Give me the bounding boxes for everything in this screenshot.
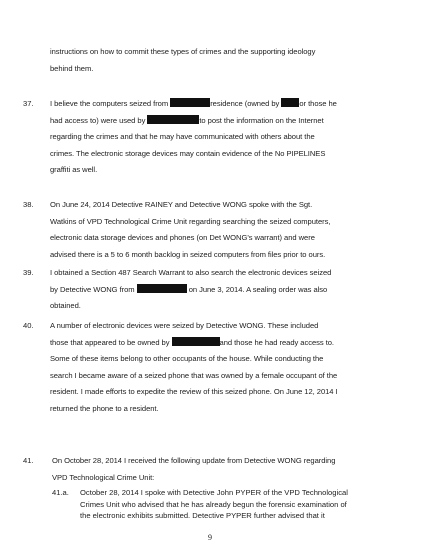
text-segment: to post the information on the Internet (199, 115, 324, 125)
redaction-box (137, 284, 187, 293)
text-line: regarding the crimes and that he may have communicated with others about the (50, 132, 315, 141)
text-line: Crimes Unit who advised that he has already begun the forensic examination of (80, 499, 347, 509)
text-line: resident. I made efforts to expedite the review of this seized phone. On June 12, 2014 I (50, 387, 338, 396)
paragraph-number: 41. (23, 456, 34, 465)
text-line (50, 282, 331, 299)
text-line (50, 96, 337, 113)
text-line: electronic data storage devices and phones (on Det WONG's warrant) and were (50, 233, 315, 242)
redaction-box (170, 98, 210, 107)
text-segment: and those he had ready access to. (219, 337, 334, 347)
paragraph-37 (50, 96, 337, 179)
text-line: instructions on how to commit these types of crimes and the supporting ideology (50, 47, 316, 56)
text-line: returned the phone to a resident. (50, 403, 159, 413)
paragraph-number: 37. (23, 99, 34, 108)
text-line: VPD Technological Crime Unit: (52, 472, 155, 482)
text-line: obtained. (50, 301, 81, 310)
text-line (50, 113, 337, 130)
text-line: On June 24, 2014 Detective RAINEY and Detective WONG spoke with the Sgt. (50, 200, 313, 209)
paragraph-39 (50, 265, 331, 315)
intro-paragraph (50, 44, 315, 77)
paragraph-number: 38. (23, 200, 34, 209)
text-segment: or those he (299, 99, 337, 108)
text-line: A number of electronic devices were seized by Detective WONG. These included (50, 321, 319, 330)
paragraph-number: 39. (23, 268, 34, 277)
paragraph-41 (52, 453, 335, 486)
text-segment: residence (owned by (210, 99, 280, 108)
redaction-box (147, 115, 199, 124)
subparagraph-number: 41.a. (52, 488, 69, 497)
redaction-box (281, 98, 299, 107)
text-line: crimes. The electronic storage devices may contain evidence of the No PIPELINES (50, 148, 326, 158)
page-number: 9 (208, 533, 212, 542)
redaction-box (172, 337, 220, 346)
text-line: advised there is a 5 to 6 month backlog in seized computers from files prior to ours. (50, 249, 326, 259)
paragraph-38 (50, 197, 330, 263)
text-line: Watkins of VPD Technological Crime Unit regarding searching the seized computers, (50, 216, 331, 226)
text-segment: had access to) were used by (50, 115, 146, 125)
subparagraph-41a (80, 487, 348, 522)
paragraph-number: 40. (23, 321, 34, 330)
text-segment: I believe the computers seized from (50, 99, 169, 108)
text-segment: on June 3, 2014. A sealing order was also (188, 284, 328, 294)
text-line: the electronic exhibits submitted. Detective PYPER further advised that it (80, 511, 325, 520)
text-segment: those that appeared to be owned by (50, 337, 170, 347)
text-segment: by Detective WONG from (50, 284, 135, 294)
text-line (50, 335, 338, 352)
paragraph-40 (50, 318, 338, 417)
text-line: October 28, 2014 I spoke with Detective John PYPER of the VPD Technological (80, 488, 348, 497)
text-line: On October 28, 2014 I received the following update from Detective WONG regarding (52, 456, 336, 465)
text-line: graffiti as well. (50, 165, 98, 174)
text-line: Some of these items belong to other occupants of the house. While conducting the (50, 354, 324, 363)
text-line: I obtained a Section 487 Search Warrant to also search the electronic devices seized (50, 268, 332, 277)
text-line: search I became aware of a seized phone that was owned by a female occupant of the (50, 370, 338, 380)
text-line: behind them. (50, 63, 94, 73)
